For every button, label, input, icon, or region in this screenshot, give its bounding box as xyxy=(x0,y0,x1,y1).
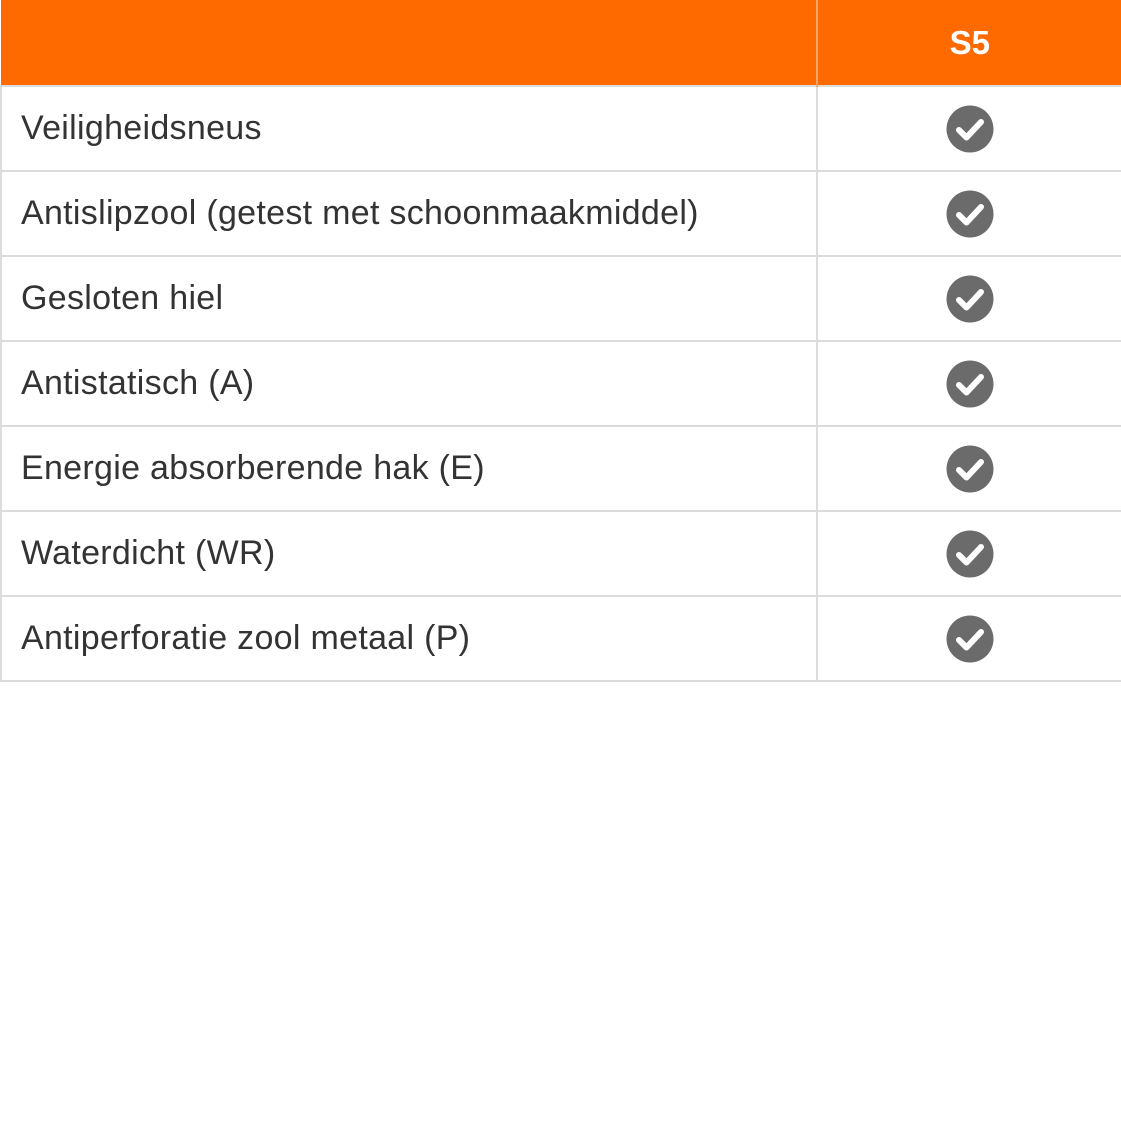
header-row xyxy=(1,1,1121,87)
check-icon xyxy=(946,105,994,153)
feature-cell: Antiperforatie zool metaal (P) xyxy=(1,596,817,681)
feature-cell: Veiligheidsneus xyxy=(1,86,817,171)
s5-cell xyxy=(817,341,1121,426)
check-icon xyxy=(946,360,994,408)
feature-cell: Waterdicht (WR) xyxy=(1,511,817,596)
s5-cell xyxy=(817,256,1121,341)
feature-cell: Antislipzool (getest met schoonmaakmiddel) xyxy=(1,171,817,256)
table-row xyxy=(1,341,1121,426)
s5-cell xyxy=(817,86,1121,171)
check-icon xyxy=(946,190,994,238)
table-row xyxy=(1,86,1121,171)
table-row xyxy=(1,596,1121,681)
check-icon xyxy=(946,615,994,663)
table-row xyxy=(1,171,1121,256)
header-feature-cell xyxy=(1,1,817,87)
s5-cell xyxy=(817,171,1121,256)
header-s5-cell: S5 xyxy=(817,1,1121,87)
feature-cell: Gesloten hiel xyxy=(1,256,817,341)
check-icon xyxy=(946,275,994,323)
table-row xyxy=(1,256,1121,341)
s5-cell xyxy=(817,596,1121,681)
feature-cell: Antistatisch (A) xyxy=(1,341,817,426)
feature-cell: Energie absorberende hak (E) xyxy=(1,426,817,511)
check-icon xyxy=(946,530,994,578)
s5-cell xyxy=(817,511,1121,596)
table-row xyxy=(1,511,1121,596)
s5-cell xyxy=(817,426,1121,511)
check-icon xyxy=(946,445,994,493)
table-row xyxy=(1,426,1121,511)
